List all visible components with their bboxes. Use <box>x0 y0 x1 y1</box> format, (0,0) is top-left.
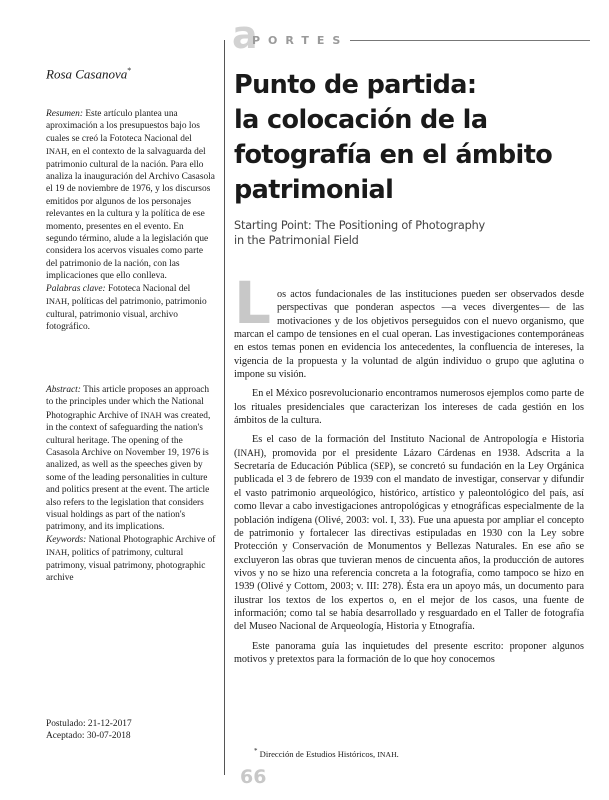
keywords-en-text: National Photographic Archive of INAH, politics of patrimony, cultural patrimony, visual patrimony, photographic archive <box>46 534 216 584</box>
title-line: fotografía en el ámbito <box>234 140 553 170</box>
section-header <box>232 13 592 57</box>
accepted-date: Aceptado: 30-07-2018 <box>46 731 131 742</box>
keywords-es-text: Fototeca Nacional del INAH, políticas del patrimonio, patrimonio cultural, patrimonio visual, archivo fotográfico. <box>46 283 207 332</box>
abstract-es-body <box>46 108 216 283</box>
paragraph-text: os actos fundacionales de las instituciones pueden ser observados desde perspectivas que ponderan aspectos —a veces divergentes— de las motivaciones y de los objetivos perseguidos con el nuevo organismo, que marcan el campo de tensiones en el cual operan. Las investigaciones contemporáneas en estos temas ponen en evidencia los antecedentes, la confluencia de intereses, la vigencia de la propuesta y la voluntad de algún individuo o grupo que aglutina o impone su visión. <box>234 289 584 381</box>
title-line: Punto de partida: <box>234 70 477 100</box>
keywords-es <box>46 283 216 334</box>
paragraph: Este panorama guía las inquietudes del presente escrito: proponer algunos motivos y pretextos para la formación de lo que hoy conocemos <box>234 640 584 665</box>
abstract-spanish <box>46 108 216 333</box>
article-body <box>234 269 585 672</box>
header-rule <box>350 40 590 41</box>
paragraph: En el México posrevolucionario encontramos numerosos ejemplos como parte de los rituales presidenciales que caracterizan los intereses de cada gestión en los ámbitos de la cultura. <box>234 388 584 427</box>
keywords-es-label: Palabras clave: <box>46 283 106 294</box>
article-subtitle <box>234 218 584 248</box>
column-divider <box>224 40 225 775</box>
abstract-en-label: Abstract: <box>46 385 81 395</box>
paragraph <box>234 269 584 381</box>
title-line: patrimonial <box>234 175 394 205</box>
footnote-text: Dirección de Estudios Históricos, INAH. <box>259 748 399 759</box>
subtitle-line: in the Patrimonial Field <box>234 234 359 247</box>
keywords-en-label: Keywords: <box>46 534 87 545</box>
abstract-es-label: Resumen: <box>46 109 83 119</box>
author-name: Rosa Casanova <box>46 66 128 82</box>
section-name: PORTES <box>252 34 349 47</box>
article-title <box>234 68 584 208</box>
drop-cap: L <box>234 269 271 337</box>
page-number: 66 <box>240 766 267 788</box>
author <box>46 66 131 82</box>
posted-date: Postulado: 21-12-2017 <box>46 719 132 729</box>
abstract-es-text: Este artículo plantea una aproximación a los presupuestos bajo los cuales se creó la Fototeca Nacional del INAH, en el contexto de la salvaguarda del patrimonio cultural de la nación. Para ello analiza la inauguración del Archivo Casasola el 19 de noviembre de 1976, y los discursos emitidos por algunos de los personajes relevantes en la cultura y la política de ese momento, presentes en el evento. En segundo término, alude a la legislación que considera los acervos visuales como parte del patrimonio de la nación, con las implicaciones que ello conlleva. <box>46 109 215 282</box>
footnote-mark: * <box>254 747 258 755</box>
abstract-en-body <box>46 384 216 534</box>
author-footnote-mark: * <box>127 66 132 75</box>
section-logo-letter: a <box>232 13 258 57</box>
keywords-en <box>46 534 216 585</box>
footnote <box>254 746 399 760</box>
subtitle-line: Starting Point: The Positioning of Photography <box>234 219 486 232</box>
abstract-en-text: This article proposes an approach to the principles under which the National Photographic Archive of INAH was created, in the context of safeguarding the nation's cultural heritage. The opening of the Casasola Archive on November 19, 1976 is analized, as well as the speeches given by some of the leading personalities in culture and politics present at the event. The article also refers to the legislation that considers visual holdings as part of the nation's patrimony, and its implications. <box>46 385 211 533</box>
title-line: la colocación de la <box>234 105 488 135</box>
abstract-english <box>46 384 216 585</box>
article-dates <box>46 718 132 743</box>
paragraph: Es el caso de la formación del Instituto Nacional de Antropología e Historia (INAH), promovida por el presidente Lázaro Cárdenas en 1938. Adscrita a la Secretaría de Educación Pública (SEP), se concretó su fundación en la Ley Orgánica publicada el 3 de febrero de 1939 con el mandato de investigar, conservar y difundir el vasto patrimonio arqueológico, histórico, artístico y paleontológico del país, así como llevar a cabo investigaciones antropológicas y etnográficas especialmente de la población indígena (Olivé, 2003: vol. I, 33). Fue una apuesta por ampliar el concepto de patrimonio y fortalecer las directivas estipuladas en 1930 con la Ley sobre Protección y Conservación de Monumentos y Bellezas Naturales. En ese año se excluyeron las obras que tuvieran menos de cincuenta años, la producción de autores vivos y no se hizo una referencia concreta a la fotografía, como tampoco se hizo en 1939 (Olivé y Cottom, 2003; v. III: 278). Ésta era un apoyo más, un documento para ilustrar los textos de los expertos o, en el mejor de los casos, una fuente de información; como tal se había desarrollado y resguardado en el Taller de fotografía del Museo Nacional de Arqueología, Historia y Etnografía. <box>234 434 585 633</box>
